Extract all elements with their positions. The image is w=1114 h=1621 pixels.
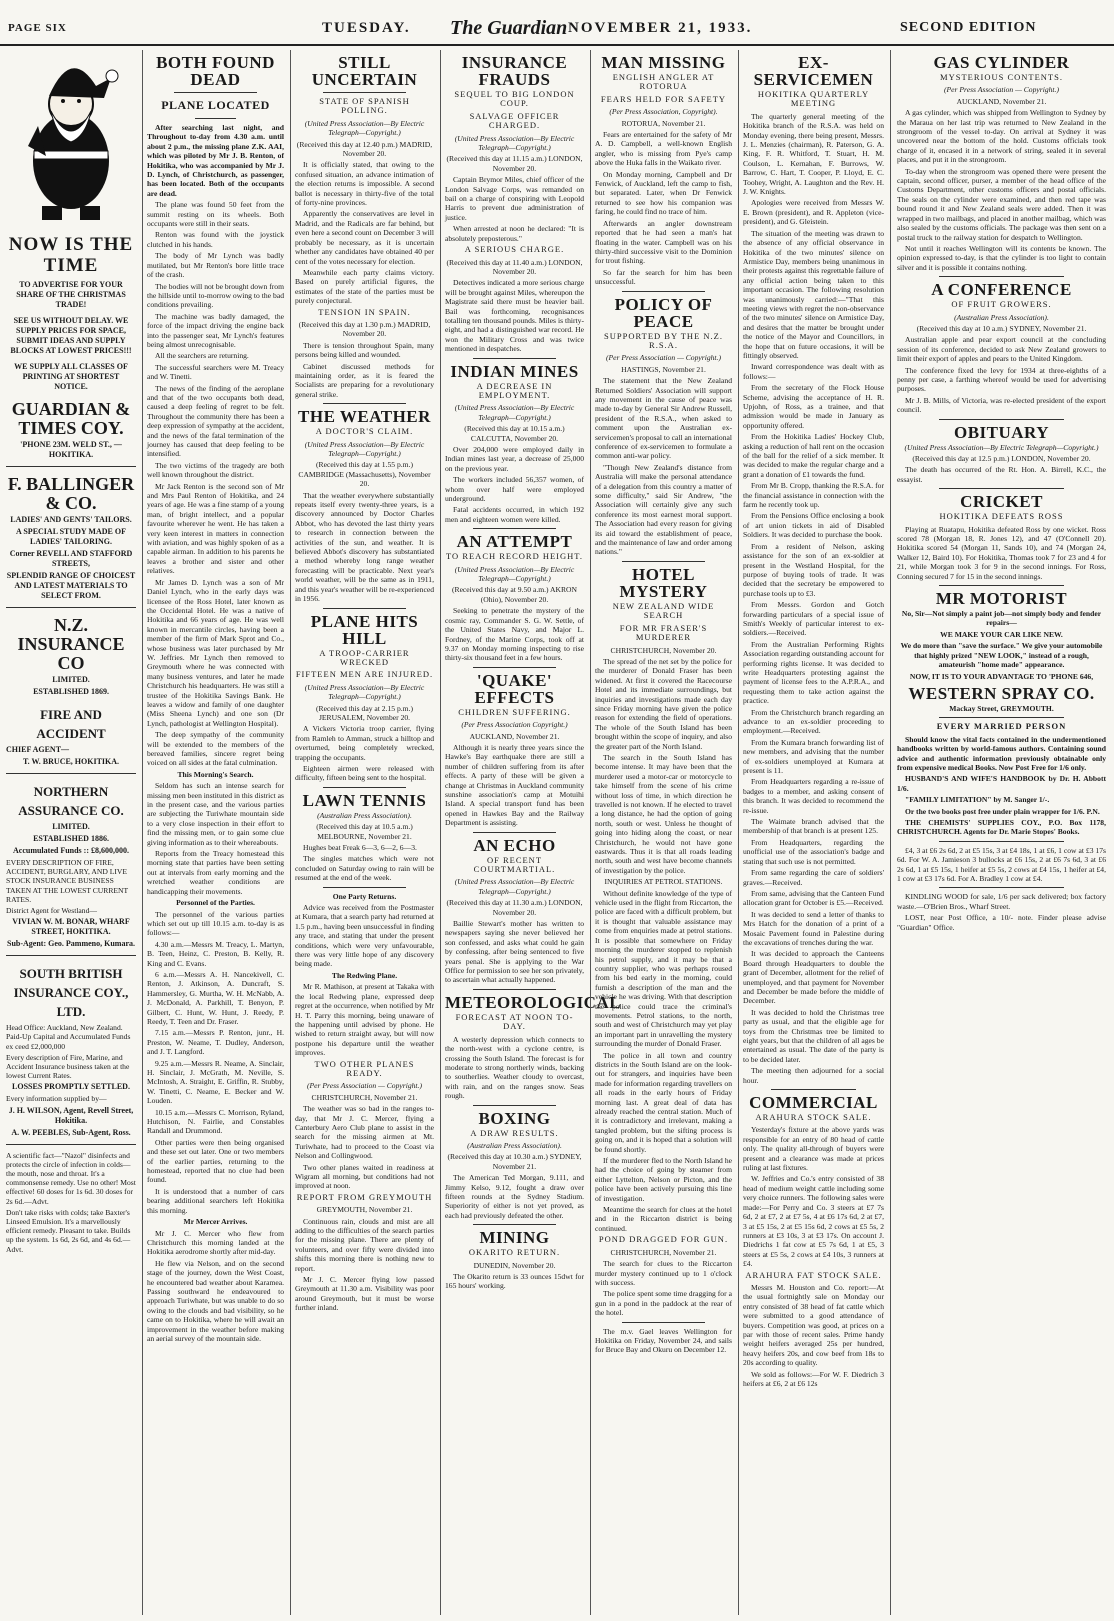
ad-ballinger-subtitle: LADIES' AND GENTS' TAILORS. bbox=[10, 515, 132, 524]
paragraph: From same regarding the care of soldiers' graves.—Received. bbox=[743, 868, 884, 887]
paragraph: Apologies were received from Messrs W. E. Brown (president), and R. Appleton (vice-president), and G. Gleistein. bbox=[743, 198, 884, 227]
paragraph: From same, advising that the Canteen Fund allocation grant for October is £5.—Received. bbox=[743, 888, 884, 908]
divider bbox=[6, 607, 136, 608]
press-credit: (Per Press Association — Copyright.) bbox=[606, 353, 721, 363]
press-credit: (Australian Press Association). bbox=[954, 312, 1049, 322]
dateline: HASTINGS, November 21. bbox=[621, 364, 706, 374]
headline-the-weather: THE WEATHER bbox=[298, 407, 431, 427]
ad-nz-insurance-established: ESTABLISHED 1869. bbox=[33, 687, 109, 696]
ad-peebles-subagent: A. W. PEEBLES, Sub-Agent, Ross. bbox=[11, 1127, 131, 1137]
ad-chief-agent-label: CHIEF AGENT— bbox=[6, 745, 70, 754]
press-credit: (United Press Association—By Electric Telegraph—Copyright.) bbox=[454, 403, 575, 422]
column-both-found-dead bbox=[142, 50, 288, 1615]
classified-ad: KINDLING WOOD for sale, 1/6 per sack delivered; box factory waste.—O'Brien Bros., Wharf Street. bbox=[897, 892, 1106, 911]
subhead: HOKITIKA QUARTERLY MEETING bbox=[757, 89, 870, 109]
headline-indian-mines: INDIAN MINES bbox=[450, 361, 579, 381]
divider bbox=[939, 717, 1064, 718]
ad-linseed-emulsion: Don't take risks with colds; take Baxter's Linseed Emulsion. It's a marvellously efficient remedy. Pleasant to take. Builds up the system. 1s 6d, 2s 6d, and 4s 6d.—Advt. bbox=[6, 1207, 131, 1254]
headline-mining: MINING bbox=[479, 1228, 550, 1248]
dateline: GREYMOUTH, November 21. bbox=[316, 1205, 413, 1215]
divider bbox=[6, 466, 136, 467]
divider bbox=[473, 358, 556, 359]
paragraph: The police in all town and country districts in the South Island are on the look-out for strangers, and inquiries have been made for information regarding travellers on all roads in the early hours of Friday morning last. A great deal of data has already reached the central station. Much of it is contradictory and irrelevant, making a tangled problem, but the sifting process is going on, and it is hoped that a solution will be found shortly. bbox=[595, 1050, 732, 1154]
paragraph: If the murderer fled to the North Island he had the choice of going by steamer from either Lyttelton, Nelson or Picton, and the police have been actively pursuing this line of investigation. bbox=[595, 1156, 732, 1203]
press-credit: (United Press Association—By Electric Telegraph—Copyright.) bbox=[454, 564, 575, 584]
paragraph: 4.30 a.m.—Messrs M. Treacy, L. Martyn, B. Teen, Heinz, C. Preston, B. Kelly, R. King and C. Evans. bbox=[147, 939, 284, 968]
paragraph: That the weather everywhere substantially repeats itself every twenty-three years, is a discovery announced by Doctor Charles Abbot, who has devoted the last thirty years to research in connection between the activities of the sun, and weather. It is believed Abbot's discovery has substantiated a method whereby long range weather forecasting will be practicable. Next year's world weather, will be the same as in 1911, and this year's weather will be re-experienced in 1956. bbox=[295, 490, 434, 604]
paragraph: Cabinet discussed methods for maintaining order, as it is feared the Socialists are preparing for a revolutionary general strike. bbox=[295, 361, 434, 399]
headline-insurance-frauds: INSURANCE FRAUDS bbox=[461, 53, 568, 89]
paragraph: The search in the South Island has become intense. It may have been that the murderer used a motor-car or motorcycle to take himself from the scene of his crime without loss of time, in which direction he travelled is not known. If he elected to travel a long distance, he had the option of going north, south or west. Unless he thought of going into hiding along the coast, or near Christchurch, he would not have gone eastwards. Thus it is that all roads leading north, south and west have become channels of investigation by the police. bbox=[595, 752, 732, 875]
press-credit: (Australian Press Association). bbox=[317, 810, 412, 820]
ad-text: Should know the vital facts contained in the undermentioned handbooks written by world-famous authors. Containing sound advice and authentic information previously obtainable only from expensive medical Books. Now Post Free for 1/6 only. bbox=[897, 734, 1106, 772]
subhead: MYSTERIOUS CONTENTS. bbox=[940, 72, 1063, 82]
paragraph: Without definite knowledge of the type of vehicle used in the flight from Riccarton, the police are faced with a difficult problem, but it is thought that valuable assistance may come from enquiries made at petrol stations. It is possible that somewhere on Friday morning the murderer stopped to replenish his petrol supply, and it may be that a country supplier, who was perhaps roused from his bed early in the morning, could furnish a description of the man and the vehicle he was driving. With that description the police could trace the criminal's movements. Petrol stations, to the north, south and west of Christchurch may yet play an important part in unravelling the mystery surrounding the murder of Donald Fraser. bbox=[595, 888, 732, 1049]
paragraph: Mr James D. Lynch was a son of Mr Daniel Lynch, who in the early days was licensee of the Ross Hotel, later known as the Occidental Hotel. He was a native of Hokitika and 66 years of age. He was well known in mercantile circles, having been a member of the firm of Mark Sprot and Co., whose business was later purchased by Mr W. Jeffries. Mr Lynch then removed to Greymouth where he was connected with many business ventures, and later he made Christchurch his headquarters. He was still a trustee of the Hokitika Savings Bank. He leaves a widow and family of one daughter (Miss Sheena Lynch) and one son (Dr Lynch, pathologist at Wellington Hospital). bbox=[147, 577, 284, 728]
subhead: SALVAGE OFFICER CHARGED. bbox=[469, 110, 560, 131]
subhead: A SERIOUS CHARGE. bbox=[464, 244, 565, 255]
paragraph: The machine was badly damaged, the force of the impact driving the engine back into the passenger seat, Mr Lynch's features being almost unrecognisable. bbox=[147, 311, 284, 349]
paragraph: On Monday morning, Campbell and Dr Fenwick, of Auckland, left the camp to fish, but separated. Later, when Dr Fenwick returned to see how his companion was faring, he could find no trace of him. bbox=[595, 169, 732, 217]
divider bbox=[939, 841, 1064, 842]
divider bbox=[939, 585, 1064, 586]
paragraph: Apparently the conservatives are level in Madrid, and the Radicals are far behind, but even here a second count on December 3 will probably be necessary, as it is uncertain whether any candidates have obtained 40 per cent of the votes necessary for election. bbox=[295, 209, 434, 266]
divider bbox=[323, 608, 406, 609]
ad-south-british-office: Head Office: Auckland, New Zealand. Paid-Up Capital and Accumulated Funds ex ceed £2,000,000 bbox=[6, 1023, 131, 1051]
paragraph: The search for clues to the Riccarton murder mystery continued up to 1 o'clock with success. bbox=[595, 1259, 732, 1287]
divider bbox=[473, 832, 556, 833]
subhead: STATE OF SPANISH POLLING. bbox=[319, 96, 410, 116]
paragraph: W. Jeffries and Co.'s entry consisted of 38 head of medium weight cattle including some very choice runners. The following sales were made:—For Perry and Co. 3 steers at £7 7s 6d, 2 at £7, 2 at £7 5s, 4 at £6 17s 6d, 2 at £7, 3 at £5 15s, 2 at £5 15s 6d, 2 cows at £5 5s, 2 runners at £3 10s, 3 at £3 17s. On account J. Diedrichs 1 fat cow at £5 7s 6d, 1 at £5, 3 steers at £5 5s, 2 cows at £4 10s, 3 runners at £4. bbox=[743, 1174, 884, 1269]
paragraph: So far the search for him has been unsuccessful. bbox=[595, 267, 732, 287]
ad-text: NOW, IT IS TO YOUR ADVANTAGE TO 'PHONE 646, bbox=[909, 671, 1094, 681]
subhead-plane-located: PLANE LOCATED bbox=[161, 98, 270, 112]
paragraph: The Waimate branch advised that the membership of that branch is at present 125. bbox=[743, 817, 884, 836]
press-credit: (Per Press Association — Copyright.) bbox=[307, 1081, 422, 1091]
dateline: (Received this day at 9.50 a.m.) AKRON (Ohio), November 20. bbox=[451, 585, 578, 604]
subhead: FORECAST AT NOON TO-DAY. bbox=[455, 1011, 574, 1032]
divider bbox=[622, 1322, 704, 1323]
ad-south-british-name: SOUTH BRITISH INSURANCE COY., LTD. bbox=[13, 966, 129, 1020]
divider bbox=[323, 92, 406, 93]
headline-obituary: OBITUARY bbox=[953, 422, 1050, 442]
divider bbox=[6, 773, 136, 774]
headline-lawn-tennis: LAWN TENNIS bbox=[302, 790, 427, 810]
divider bbox=[6, 955, 136, 956]
ad-fire-accident: FIRE AND ACCIDENT bbox=[36, 707, 106, 741]
dateline: (Received this day at 11.15 a.m.) LONDON, November 20. bbox=[446, 154, 583, 173]
dateline: (Received this day at 10.15 a.m.) CALCUTTA, November 20. bbox=[464, 424, 565, 443]
ad-guardian-times-name: GUARDIAN & TIMES COY. bbox=[11, 399, 131, 438]
dateline: DUNEDIN, November 20. bbox=[473, 1260, 556, 1270]
press-credit: (Australian Press Association). bbox=[467, 1140, 562, 1150]
subhead: REPORT FROM GREYMOUTH bbox=[296, 1191, 433, 1202]
paragraph: 9.25 a.m.—Messrs R. Neame, A. Sinclair, H. Sinclair, J. McGrath, M. Neville, S. McIntosh, A. Straight, E. Griffin, R. Stubby, W. Tinetti, C. Neame, E. Becker and W. Louden. bbox=[147, 1058, 284, 1106]
paragraph: Meanwhile each party claims victory. Based on purely artificial figures, the estimates of the state of the parties must be purely conjectural. bbox=[295, 267, 434, 306]
dateline: (Received this day at 1.55 p.m.) CAMBRIDGE (Massachusetts), November 20. bbox=[298, 460, 431, 489]
ad-northern-description: EVERY DESCRIPTION OF FIRE, ACCIDENT, BURGLARY, AND LIVE STOCK INSURANCE BUSINESS TAKEN AT THE LOWEST CURRENT RATES. bbox=[6, 858, 129, 904]
paragraph: Not until it reaches Wellington will its contents be known. The opinion expressed to-day, is that the cylinder is too light to contain silver and it is possible it contains nothing. bbox=[897, 243, 1106, 272]
subhead: A TROOP-CARRIER WRECKED bbox=[319, 647, 410, 667]
paragraph: Mr J. C. Mercer who flew from Christchurch this morning landed at the Hokitika aerodrome shortly after mid-day. bbox=[147, 1228, 284, 1257]
paragraph: From Headquarters, regarding the unofficial use of the association's badge and stating that such use is not permitted. bbox=[743, 837, 884, 866]
paragraph: The singles matches which were not concluded on Saturday owing to rain will be resumed at the end of the week. bbox=[295, 854, 434, 883]
paragraph: Inward correspondence was dealt with as follows:— bbox=[743, 362, 884, 381]
headline-cricket: CRICKET bbox=[960, 492, 1043, 512]
paragraph: Seldom has such an intense search for missing men been instituted in this district as in the present case, and the various parties are subjecting the Turiwhate mountain side to a very close inspection in their effort to find the missing men, or to gain some clue giving information as to their whereabouts. bbox=[147, 781, 284, 847]
section-heading: Mr Mercer Arrives. bbox=[183, 1217, 248, 1227]
ad-text: We do more than "save the surface." We give your automobile that highly prized "NEW LOOK," instead of a rough, amateurish "home made" appearance. bbox=[900, 641, 1103, 670]
dateline: CHRISTCHURCH, November 20. bbox=[610, 645, 717, 655]
divider bbox=[771, 1089, 856, 1090]
headline-policy-of-peace: POLICY OF PEACE bbox=[614, 294, 713, 331]
paragraph: Playing at Ruatapu, Hokitika defeated Ross by one wicket. Ross scored 78 (Morgan 18, R. Jones 12), and 47 (O'Connell 20). Hokitika scored 54 (Morgan 11, Sands 10), and 74 (Morgan 24, Walker 12, Baird 10). For Hokitika, Thomas took 7 for 23 and 4 for 21, while Morgan took 3 for 9 in the second innings. For Ross, Conning secured 7 for 15 in the second innings. bbox=[897, 524, 1106, 581]
masthead-date: NOVEMBER 21, 1933. bbox=[568, 20, 753, 36]
ad-see-us-text: SEE US WITHOUT DELAY. WE SUPPLY PRICES FOR SPACE, SUBMIT IDEAS AND SUPPLY BLOCKS AT LOWEST PRICES!!! bbox=[10, 316, 132, 355]
ad-chief-agent-name: T. W. BRUCE, HOKITIKA. bbox=[22, 757, 120, 766]
subhead: ARAHURA FAT STOCK SALE. bbox=[745, 1269, 882, 1280]
ad-supply-all-text: WE SUPPLY ALL CLASSES OF PRINTING AT SHORTEST NOTICE. bbox=[14, 362, 128, 391]
subhead: HOKITIKA DEFEATS ROSS bbox=[939, 511, 1064, 522]
divider bbox=[174, 92, 256, 93]
column-ex-servicemen bbox=[738, 50, 888, 1615]
paragraph: Although it is nearly three years since the Hawke's Bay earthquake there are still a number of children suffering from its after effects. A party of these will be given a change at Christmas in Auckland community sunshine association's camp at Motuihi Island. A special transport fund has been opened in Hawkes Bay and the Railway Department is assisting. bbox=[445, 742, 584, 828]
divider bbox=[473, 667, 556, 668]
divider bbox=[939, 488, 1064, 489]
headline-mr-motorist: MR MOTORIST bbox=[935, 589, 1068, 609]
paragraph: The spread of the net set by the police for the murderer of Donald Fraser has been widened. At first it covered the Racecourse Hotel and its immediate surroundings, but inquiries and investigations made each day since Friday morning have given the police reason for extending the field of operations. The whole of the South Island has been brought within the scope of inquiry, and also the greater part of the North Island. bbox=[595, 656, 732, 751]
ad-ballinger-range: SPLENDID RANGE OF CHOICEST AND LATEST MATERIALS TO SELECT FROM. bbox=[6, 571, 136, 600]
ad-text: No, Sir—Not simply a paint job—not simply body and fender repairs— bbox=[901, 609, 1102, 628]
paragraph: Continuous rain, clouds and mist are all adding to the difficulties of the search parties for the missing plane. There are plenty of volunteers, and over fifty were divided into shifts this morning there is nothing new to report. bbox=[295, 1216, 434, 1273]
headline-man-missing: MAN MISSING bbox=[601, 53, 726, 72]
subhead: ARAHURA STOCK SALE. bbox=[755, 1112, 872, 1123]
column-still-uncertain bbox=[290, 50, 438, 1615]
dateline: ROTORUA, November 21. bbox=[621, 118, 706, 128]
paragraph: Mr Jack Renton is the second son of Mr and Mrs Paul Renton of Hokitika, and 24 years of age. He was a fine stamp of a young man, of bright intellect, and a popular favourite wherever he went. He has taken a very keen interest in matters in connection with aviation, and was highly spoken of as a capable airman. In addition to his parents he leaves a brother and sister and other relatives. bbox=[147, 481, 284, 576]
paragraph: Mr J. C. Mercer flying low passed Greymouth at 11.30 a.m. Visibility was poor around Greymouth, but it must be worse further inland. bbox=[295, 1275, 434, 1313]
paragraph: Fatal accidents occurred, in which 192 men and eighteen women were killed. bbox=[445, 505, 584, 524]
divider bbox=[939, 419, 1064, 420]
press-credit: (United Press Association—By Electric Telegraph—Copyright.) bbox=[454, 133, 575, 153]
ad-text: Or the two books post free under plain wrapper for 1/6. P.N. bbox=[905, 806, 1100, 816]
ad-south-british-losses: LOSSES PROMPTLY SETTLED. bbox=[12, 1082, 130, 1092]
paragraph: 7.15 a.m.—Messrs P. Renton, junr., H. Preston, W. Neame, T. Dudley, Anderson, and J. T. Langford. bbox=[147, 1028, 284, 1057]
paragraph: Other parties were then being organised and these set out later. One or two members of the earlier parties, returning to the homestead, reported that no clue had been found. bbox=[147, 1137, 284, 1185]
paragraph: The conference fixed the levy for 1934 at three-eighths of a penny per case, a farthing whereof would be used for advertising purposes. bbox=[897, 365, 1106, 394]
headline-every-married-person: EVERY MARRIED PERSON bbox=[936, 721, 1067, 732]
edition-label: SECOND EDITION bbox=[900, 20, 1037, 35]
ad-advertise-text: TO ADVERTISE FOR YOUR SHARE OF THE CHRISTMAS TRADE! bbox=[16, 280, 126, 309]
ad-western-spray-name: WESTERN SPRAY CO. bbox=[908, 683, 1095, 703]
dateline: (Received this day at 1.30 p.m.) MADRID, November 20. bbox=[298, 319, 431, 339]
subhead: POND DRAGGED FOR GUN. bbox=[598, 1234, 729, 1245]
ad-south-british-description: Every description of Fire, Marine, and Accident Insurance business taken at the lowest Current Rates. bbox=[6, 1052, 130, 1081]
paragraph: Over 204,000 were employed daily in Indian mines last year, a decrease of 25,000 on the previous year. bbox=[445, 445, 584, 473]
paragraph: The police spent some time dragging for a gun in a pond in the paddock at the rear of the hotel. bbox=[595, 1289, 732, 1318]
subhead: SEQUEL TO BIG LONDON COUP. bbox=[454, 89, 575, 109]
subhead: TENSION IN SPAIN. bbox=[318, 306, 411, 317]
dateline: (Received this day at 11.40 a.m.) LONDON, November 20. bbox=[446, 257, 583, 276]
section-heading: The Redwing Plane. bbox=[331, 970, 398, 980]
dateline: (Received this day at 2.15 p.m.) JERUSALEM, November 20. bbox=[315, 703, 413, 722]
article-lead: After searching last night, and Throughout to-day from 4.30 a.m. until about 2 p.m., the missing plane Z.K. AAI, which was piloted by Mr J. B. Renton, of Hokitika, who was accompanied by Mr J. D. Lynch, of Christchurch, as passenger, has been located. Both of the occupants are dead. bbox=[147, 123, 284, 198]
subhead: FIFTEEN MEN ARE INJURED. bbox=[295, 669, 434, 680]
headline-boxing: BOXING bbox=[478, 1108, 551, 1128]
headline-ex-servicemen: EX-SERVICEMEN bbox=[753, 53, 874, 89]
paragraph: Eighteen airmen were released with difficulty, fifteen being sent to the hospital. bbox=[295, 763, 434, 783]
headline-quake-effects: 'QUAKE' EFFECTS bbox=[474, 670, 555, 707]
dateline: (Received this day at 11.30 a.m.) LONDON, November 20. bbox=[446, 898, 583, 917]
headline-meteorological: METEOROLOGICAL bbox=[445, 992, 622, 1012]
divider bbox=[473, 1224, 556, 1225]
ad-text: HUSBAND'S AND WIFE'S HANDBOOK by Dr. H. Abbott 1/6. bbox=[897, 774, 1106, 793]
paragraph: Meantime the search for clues at the hotel and in the Riccarton district is being continued. bbox=[595, 1205, 732, 1233]
paragraph: A Vickers Victoria troop carrier, flying from Ramleh to Amman, struck a hilltop and overturned, being completely wrecked, trapping the occupants. bbox=[295, 724, 434, 762]
masthead bbox=[0, 0, 1114, 46]
subhead: NEW ZEALAND WIDE SEARCH bbox=[612, 600, 715, 621]
subhead: SUPPORTED BY THE N.Z. R.S.A. bbox=[604, 330, 723, 350]
paragraph: It was decided to approach the Canteens Board through Headquarters to double the grant of December, allotment for the relief of unemployed, and that payment for November and December be made before the middle of December. bbox=[743, 949, 884, 1006]
paragraph: Yesterday's fixture at the above yards was responsible for an entry of 80 head of cattle only. The quality all-through of buyers were present and a clearance was made at prices ruling at last fixtures. bbox=[743, 1125, 884, 1173]
subhead: FEARS HELD FOR SAFETY bbox=[600, 93, 727, 104]
paragraph: 10.15 a.m.—Messrs C. Morrison, Ryland, Hutchison, N. Fairlie, and Constables Randall and Drummond. bbox=[147, 1107, 284, 1136]
paragraph: The situation of the meeting was drawn to the absence of any official observance in Hokitika of the two minutes' silence on Armistice Day, members being unanimous in their protests against this regrettable failure of any official action being taken to this important occasion. The following resolution was unanimously carried:—"That this meeting views with regret the non-observance of the two minutes' silence on Armistice Day, and desires that the matter be brought under the notice of the Mayor and Councillors, in the hope that on future occasions, it will be fittingly observed. bbox=[743, 228, 884, 360]
ad-text: THE CHEMISTS' SUPPLIES COY., P.O. Box 1178, CHRISTCHURCH. Agents for Dr. Marie Stopes' Books. bbox=[897, 817, 1106, 837]
paragraph: £4, 3 at £6 2s 6d, 2 at £5 15s, 3 at £4 18s, 1 at £6, 1 cow at £3 17s 6d. For W. A. Jamieson 3 bullocks at £6 15s, 2 at £6 7s 6d, 3 at £6 2s 6d, 1 at £5 15s, 1 heifer at £5 5s, 2 cows at £4 15s, 1 heifer at £4, 1 cow at £3 17s 6d. For A. Bradley 1 cow at £4. bbox=[897, 845, 1106, 883]
dateline: CHRISTCHURCH, November 21. bbox=[610, 1247, 717, 1257]
paragraph: The deep sympathy of the community will be extended to the members of the bereaved families, sincere regret being voiced on all sides at the fatal culmination. bbox=[147, 730, 284, 768]
paragraph: From the secretary of the Flock House Scheme, advising the acceptance of H. R. Upjohn, of Ross, as a trainee, and that admission would be made in January as opportunity offered. bbox=[743, 383, 884, 430]
dateline: (Received this day at 10 a.m.) SYDNEY, November 21. bbox=[916, 323, 1087, 333]
press-credit: (United Press Association—By Electric Telegraph—Copyright.) bbox=[304, 439, 425, 458]
column-gas-cylinder bbox=[890, 50, 1112, 1615]
dateline: CHRISTCHURCH, November 21. bbox=[311, 1092, 418, 1102]
ad-guardian-address: 'PHONE 23M. WELD ST., — HOKITIKA. bbox=[20, 440, 122, 459]
paragraph: The bodies will not be brought down from the hillside until to-morrow owing to the bad conditions prevailing. bbox=[147, 281, 284, 310]
ad-northern-established: ESTABLISHED 1886. bbox=[33, 834, 109, 843]
divider bbox=[195, 118, 236, 119]
paragraph: It is understood that a number of cars bearing additional searchers left Hokitika this morning. bbox=[147, 1186, 284, 1215]
subhead: TO REACH RECORD HEIGHT. bbox=[446, 551, 583, 562]
santa-claus-illustration bbox=[16, 56, 126, 226]
paragraph: The workers included 56,357 women, of whom over half were employed underground. bbox=[445, 475, 584, 504]
paragraph: "Though New Zealand's distance from Australia will make the personal attendance of a delegation from this country a matter of some difficulty," said Sir Andrew, "the Association will certainly give any such conference its most earnest moral support. The Association had every reason for giving its aid toward the establishment of peace, and the maintenance of law and order among nations." bbox=[595, 462, 732, 557]
subhead: OKARITO RETURN. bbox=[468, 1247, 561, 1258]
divider bbox=[622, 291, 704, 292]
paragraph: 6 a.m.—Messrs A. H. Nancekivell, C. Renton, J. Atkinson, A. Duncraft, S. Hammersley, G. Murtha, W. H. McNabb, A. J. McDonald, A. Parkhill, T. Benyon, P. Gilbert, C. Hunt, W. Hunt, J. Reedy, P. Reedy, T. Teen and Dr. Fraser. bbox=[147, 969, 284, 1026]
paragraph: Advice was received from the Postmaster at Kumara, that a search party had returned at 1.5 p.m., having been unsuccessful in finding any trace, and stating that under the present conditions, which were very unfavourable, there was very little hope of any discovery being made. bbox=[295, 903, 434, 969]
divider bbox=[939, 276, 1064, 277]
headline-commercial: COMMERCIAL bbox=[749, 1093, 878, 1113]
press-credit: (United Press Association—By Electric Telegraph—Copyright.) bbox=[304, 682, 425, 702]
paragraph: The plane was found 50 feet from the summit resting on its wheels. Both occupants were still in their seats. bbox=[147, 200, 284, 229]
divider bbox=[323, 887, 406, 888]
paragraph: The death has occurred of the Rt. Hon. A. Birrell, K.C., the essayist. bbox=[897, 465, 1106, 484]
headline-an-echo: AN ECHO bbox=[473, 835, 556, 855]
section-heading: Personnel of the Parties. bbox=[176, 898, 255, 908]
divider bbox=[473, 1105, 556, 1106]
ad-now-is-the-time: NOW IS THE TIME bbox=[8, 234, 134, 276]
paragraph: All the searchers are returning. bbox=[155, 351, 249, 361]
ad-district-agent-label: District Agent for Westland— bbox=[6, 906, 97, 916]
paragraph: Baillie Stewart's mother has written to newspapers saying she never believed her son confessed, and asks what could he gain by confessing, after being sentenced to five years penal. She is applying to the War Office for permission to see her son privately, to ascertain what actually happened. bbox=[445, 919, 584, 985]
column-insurance-frauds bbox=[440, 50, 622, 1615]
subhead: OF RECENT COURTMARTIAL. bbox=[473, 854, 556, 874]
paragraph: From Headquarters regarding a re-issue of badges to a member, and asking consent of this branch. It was decided to recommend the re-issue. bbox=[743, 777, 884, 815]
paragraph: From the Hokitika Ladies' Hockey Club, asking a reduction of hall rent on the occasion of the ball for the relief of a sick member. It was decided to make the regular charge and a grant a donation of £1 towards the fund. bbox=[743, 432, 884, 479]
paragraph: Captain Brymor Miles, chief officer of the London Salvage Corps, was remanded on bail on a charge of conspiring with Leopold Harris to prevent due administration of justice. bbox=[445, 175, 584, 222]
subhead: TWO OTHER PLANES READY. bbox=[314, 1058, 415, 1078]
subhead: CHILDREN SUFFERING. bbox=[458, 706, 571, 717]
section-heading: INQUIRIES AT PETROL STATIONS. bbox=[604, 877, 723, 887]
page-number: PAGE SIX bbox=[8, 22, 67, 34]
press-credit: (Per Press Association Copyright.) bbox=[461, 720, 568, 730]
paragraph: Two other planes waited in readiness at Wigram all morning, but conditions had not improved at noon. bbox=[295, 1162, 434, 1191]
ad-nazol: A scientific fact—"Nazol" disinfects and protects the circle of infection in colds—the mouth, nose and throat. It's a commonsense remedy. Use no other! Most effective! 60 doses for 1s 6d. 30 doses for 2s 6d.—Advt. bbox=[6, 1150, 136, 1206]
paragraph: Detectives indicated a more serious charge will be brought against Miles, whereupon the Magistrate said there must be heavier bail. Bail was forthcoming, recognisances totalling ten thousand pounds. Miles is thirty-eight, and had a distinguished war record. He won the Military Cross and was twice mentioned in despatches. bbox=[445, 278, 584, 354]
paragraph: The m.v. Gael leaves Wellington for Hokitika on Friday, November 24, and sails for Bruce Bay and Okuru on December 12. bbox=[595, 1326, 732, 1355]
subhead: OF FRUIT GROWERS. bbox=[951, 299, 1052, 310]
press-credit: (United Press Association—By Electric Telegraph—Copyright.) bbox=[454, 877, 575, 896]
paragraph: It was decided to send a letter of thanks to Mrs Hatch for the donation of a print of a Mosaic Pavement found in Palestine during the excavations of trenches during the war. bbox=[743, 909, 884, 947]
paragraph: Hughes beat Freak 6—3, 6—2, 6—3. bbox=[303, 843, 417, 852]
advertisements-column bbox=[0, 50, 140, 1615]
ad-ballinger-name: F. BALLINGER & CO. bbox=[7, 474, 135, 513]
ad-nz-insurance-limited: LIMITED. bbox=[52, 675, 90, 684]
paragraph: The news of the finding of the aeroplane and that of the two occupants both dead, caused a deep feeling of regret to be felt. Throughout the community there has been a deep expression of sympathy at the accident, and the news of the fatal termination of the journey has caused that deep feeling to be intensified. bbox=[147, 383, 284, 459]
ad-ballinger-corner: Corner REVELL AND STAFFORD STREETS, bbox=[9, 549, 133, 568]
divider bbox=[622, 561, 704, 562]
divider bbox=[473, 528, 556, 529]
paragraph: When arrested at noon he declared: "It is absolutely preposterous." bbox=[445, 224, 584, 243]
paragraph: Messrs M. Houston and Co. report:—At the usual fortnightly sale on Monday our entry consisted of 38 head of fat cattle which were submitted to a good attendance of buyers. Competition was good, at prices on a par with those of recent sales. Prime handy weight heifers averaged 25s per hundred, heavy heifers 20s, and cow beef from 18s to 20s according to quality. bbox=[743, 1282, 884, 1368]
headline-plane-hits-hill: PLANE HITS HILL bbox=[310, 611, 419, 648]
headline-an-attempt: AN ATTEMPT bbox=[456, 532, 573, 552]
divider bbox=[323, 403, 406, 404]
section-heading: This Morning's Search. bbox=[177, 769, 254, 779]
subhead: A DECREASE IN EMPLOYMENT. bbox=[476, 380, 553, 400]
paragraph: Renton was found with the joystick clutched in his hands. bbox=[147, 230, 284, 249]
paragraph: From the Pensions Office enclosing a book of art union tickets in aid of Disabled Soldiers. It was decided to purchase the book. bbox=[743, 511, 884, 540]
paragraph: To-day when the strongroom was opened there were present the captain, second officer, purser, a member of the head office of the Customs Department, other customs officers and postal officials. The seals on the cylinder were examined, and then red tape was bound round it and New Zealand seals were added. Then it was wrapped in two mailbags, and placed in another mailbag, which was also sealed by the customs officials. The package was then sent on a postal truck to the railway station for despatch to Wellington. bbox=[897, 166, 1106, 242]
paragraph: From the Kumara branch forwarding list of new members, and advising that the number of ex-soldiers unemployed at Kumara at present is 11. bbox=[743, 737, 884, 776]
paragraph: We sold as follows:—For W. F. Diedrich 3 heifers at £6, 2 at £6 12s bbox=[743, 1369, 884, 1388]
paragraph: Reports from the Treacy homestead this morning state that parties have been setting out at intervals from early morning and the wretched weather conditions are handicapping their movements. bbox=[147, 849, 284, 896]
paragraph: The American Ted Morgan, 9.111, and Jimmy Kelso, 9.12, fought a draw over fifteen rounds at the Sydney Stadium. Superiority of either is not yet proved, as each had previously defeated the other. bbox=[445, 1173, 584, 1220]
headline-a-conference: A CONFERENCE bbox=[931, 280, 1072, 300]
ad-northern-limited: LIMITED. bbox=[52, 822, 90, 831]
dateline: (Received this day at 10.5 a.m.) MELBOURNE, November 21. bbox=[316, 822, 413, 841]
ad-district-agent-name: VIVIAN W. M. BONAR, WHARF STREET, HOKITIKA. bbox=[12, 917, 130, 937]
ad-south-british-info: Every information supplied by— bbox=[6, 1094, 107, 1104]
paragraph: The body of Mr Lynch was badly mutilated, but Mr Renton's bore little trace of the crash. bbox=[147, 251, 284, 280]
paragraph: From the Christchurch branch regarding an advance to an ex-soldier proceeding to employment.—Received. bbox=[743, 707, 884, 736]
paragraph: It is officially stated, that owing to the confused situation, an advance intimation of the election returns is impossible. A second ballot is necessary in thirty-five of the total of forty-nine provinces. bbox=[295, 160, 434, 208]
headline-gas-cylinder: GAS CYLINDER bbox=[933, 53, 1070, 72]
paragraph: A westerly depression which connects to the north-west with a cyclone centre, is crossing the South Island. The forecast is for moderate to strong northerly winds, backing to southerlies. Weather cloudy to overcast, with rain, and on the ranges snow. Seas rough. bbox=[445, 1034, 584, 1101]
paragraph: From Mr B. Cropp, thanking the R.S.A. for the financial assistance in connection with the farm he recently took up. bbox=[743, 481, 884, 510]
paragraph: The meeting then adjourned for a social hour. bbox=[743, 1066, 884, 1085]
classified-ad: LOST, near Post Office, a 10/- note. Finder please advise "Guardian" Office. bbox=[897, 913, 1106, 932]
section-heading: One Party Returns. bbox=[332, 891, 397, 901]
paragraph: Mr R. Mathison, at present at Takaka with the local Redwing plane, expressed deep regret at the occurrence, when notified by Mr H. T. Parry this morning, being unaware of the happening until advised by phone. He wished to return straight away, but will now postpone his departure until the weather improves. bbox=[295, 982, 434, 1058]
paragraph: From Messrs. Gordon and Gotch forwarding particulars of a special issue of Smith's Weekly of particular interest to ex-soldiers.—Received. bbox=[743, 600, 884, 638]
dateline: (Received this day at 10.30 a.m.) SYDNEY, November 21. bbox=[447, 1152, 582, 1171]
ad-northern-funds: Accumulated Funds :: £8,600,000. bbox=[12, 846, 129, 855]
subhead: A DRAW RESULTS. bbox=[470, 1127, 559, 1138]
paragraph: The two victims of the tragedy are both well known throughout the district. bbox=[147, 460, 284, 480]
ad-ballinger-special: A SPECIAL STUDY MADE OF LADIES' TAILORING. bbox=[16, 527, 126, 546]
press-credit: (Per Press Association, Copyright). bbox=[609, 107, 718, 117]
press-credit: (Per Press Association — Copyright.) bbox=[944, 85, 1059, 95]
paragraph: A gas cylinder, which was shipped from Wellington to Sydney by the Maraua on her last trip was returned to New Zealand in the strongroom of the vessel to-day. On arrival at Sydney it was uncovered near the bottom of the hold. Customs officials took charge of it, encased it in a network of string, sealed it in several places, and put it in the strongroom. bbox=[897, 108, 1106, 165]
paragraph: Fears are entertained for the safety of Mr A. D. Campbell, a well-known English angler, who is missing from Pye's camp above the Huka falls in the Waikato river. bbox=[595, 130, 732, 168]
paragraph: Seeking to penetrate the mystery of the cosmic ray, Commander S. G. W. Settle, of the United States Navy, and Major L. Fordney, of the Marine Corps, took off at 9.37 on Monday morning inspecting to rise thirty-six thousand feet in a few hours. bbox=[445, 606, 584, 663]
dateline: AUCKLAND, November 21. bbox=[956, 96, 1047, 106]
column-man-missing bbox=[590, 50, 736, 1615]
paragraph: Mr J. B. Mills, of Victoria, was re-elected president of the export council. bbox=[897, 395, 1106, 415]
headline-still-uncertain: STILL UNCERTAIN bbox=[311, 53, 418, 89]
press-credit: (United Press Association—By Electric Telegraph—Copyright.) bbox=[304, 118, 425, 138]
subhead: FOR MR FRASER'S MURDERER bbox=[619, 622, 708, 643]
ad-text: "FAMILY LIMITATION" by M. Sanger 1/-. bbox=[905, 795, 1050, 805]
paragraph: He flew via Nelson, and on the second stage of the journey, down the West Coast, he encountered bad weather about Karamea. Passing southward he endeavoured to approach Turiwhate, but was unable to do so owing to the clouds and bad visibility, so he came on to Hokitika, where he will await an improvement in the weather before making an aerial survey of the mountain side. bbox=[147, 1258, 284, 1343]
paragraph: The personnel of the various parties which set out up till 10.15 a.m. to-day is as follows:— bbox=[147, 909, 284, 938]
divider bbox=[473, 989, 556, 990]
ad-northern-assurance-name: NORTHERN ASSURANCE CO. bbox=[18, 784, 124, 818]
subhead: A DOCTOR'S CLAIM. bbox=[315, 426, 414, 437]
paragraph: There is tension throughout Spain, many persons being killed and wounded. bbox=[295, 340, 434, 360]
dateline: (Received this day at 12.5 p.m.) LONDON, November 20. bbox=[912, 454, 1091, 463]
paragraph: Australian apple and pear export council at the concluding session of its conference, decided to ask New Zealand growers to limit their export of apples and pears to the United Kingdom. bbox=[897, 335, 1106, 364]
masthead-day: TUESDAY. bbox=[322, 20, 411, 36]
ad-text: WE MAKE YOUR CAR LIKE NEW. bbox=[940, 629, 1063, 639]
paragraph: Afterwards an angler downstream reported that he had seen a man's hat floating in the water. Campbell was on his thirty-third successive visit to the Dominion for trout fishing. bbox=[595, 218, 732, 266]
paragraph: The quarterly general meeting of the Hokitika branch of the R.S.A. was held on Monday evening, there being present, Messrs. J. L. Menzies (chairman), R. Paterson, G. A. King, F. R. Whitford, T. Stuart, H. M. Coulson, L. Kernahan, F. Burrows, W. Barrow, C. Hart, T. Cooper, P. Lloyd, E. C. Toohey, Wright, A. Laughton and the Rev. H. J. W. Knights. bbox=[743, 111, 884, 197]
divider bbox=[6, 1144, 136, 1145]
paragraph: The successful searchers were M. Treacy and W. Tinetti. bbox=[147, 362, 284, 382]
divider bbox=[939, 887, 1064, 888]
divider bbox=[323, 787, 406, 788]
subhead: ENGLISH ANGLER AT ROTORUA bbox=[612, 72, 715, 92]
dateline: (Received this day at 12.40 p.m.) MADRID, November 20. bbox=[296, 139, 433, 159]
ad-western-spray-address: Mackay Street, GREYMOUTH. bbox=[949, 703, 1054, 713]
ad-nz-insurance-name: N.Z. INSURANCE CO bbox=[17, 615, 125, 673]
ad-sub-agent: Sub-Agent: Geo. Pammeno, Kumara. bbox=[7, 939, 135, 949]
dateline: AUCKLAND, November 21. bbox=[469, 731, 560, 741]
paragraph: The statement that the New Zealand Returned Soldiers' Association will support any movement in the cause of peace was made to-day by General Sir Andrew Russell, president of the R.S.A., when asked to comment upon the Australian ex-servicemen's proposal to call an international conference of ex-servicemen to formulate a common anti-war policy. bbox=[595, 376, 732, 461]
newspaper-title: The Guardian bbox=[450, 17, 568, 39]
paragraph: The weather was so bad in the ranges to-day, that Mr J. C. Mercer, flying a Canterbury Aero Club plane to assist in the search for the missing airmen at Mt. Turiwhate, had to proceed to the Coast via Nelson and Collingwood. bbox=[295, 1104, 434, 1161]
press-credit: (United Press Association—By Electric Telegraph—Copyright.) bbox=[904, 442, 1099, 452]
headline-hotel-mystery: HOTEL MYSTERY bbox=[619, 564, 708, 601]
paragraph: From a resident of Nelson, asking assistance for the son of an ex-soldier at present in the Westland Hospital, for the purpose of buying tools of trade. It was decided that the secretary be empowered to purchase tools up to £3. bbox=[743, 541, 884, 598]
headline-both-found-dead: BOTH FOUND DEAD bbox=[156, 53, 275, 89]
paragraph: From the Australian Performing Rights Association regarding outstanding account for performing rights license. It was decided to write Headquarters protesting against the payment of license fees to the A.P.R.A., and requesting them to take action against the practice. bbox=[743, 639, 884, 706]
paragraph: It was decided to hold the Christmas tree party as usual, and that the eligible age for toys from the Christmas tree be limited to eight years, but that the children of all ages be entertained as usual. The date of the party is to be decided later. bbox=[743, 1007, 884, 1064]
paragraph: The Okarito return is 33 ounces 15dwt for 165 hours' working. bbox=[445, 1272, 584, 1291]
ad-wilson-agent: J. H. WILSON, Agent, Revell Street, Hokitika. bbox=[8, 1105, 134, 1125]
